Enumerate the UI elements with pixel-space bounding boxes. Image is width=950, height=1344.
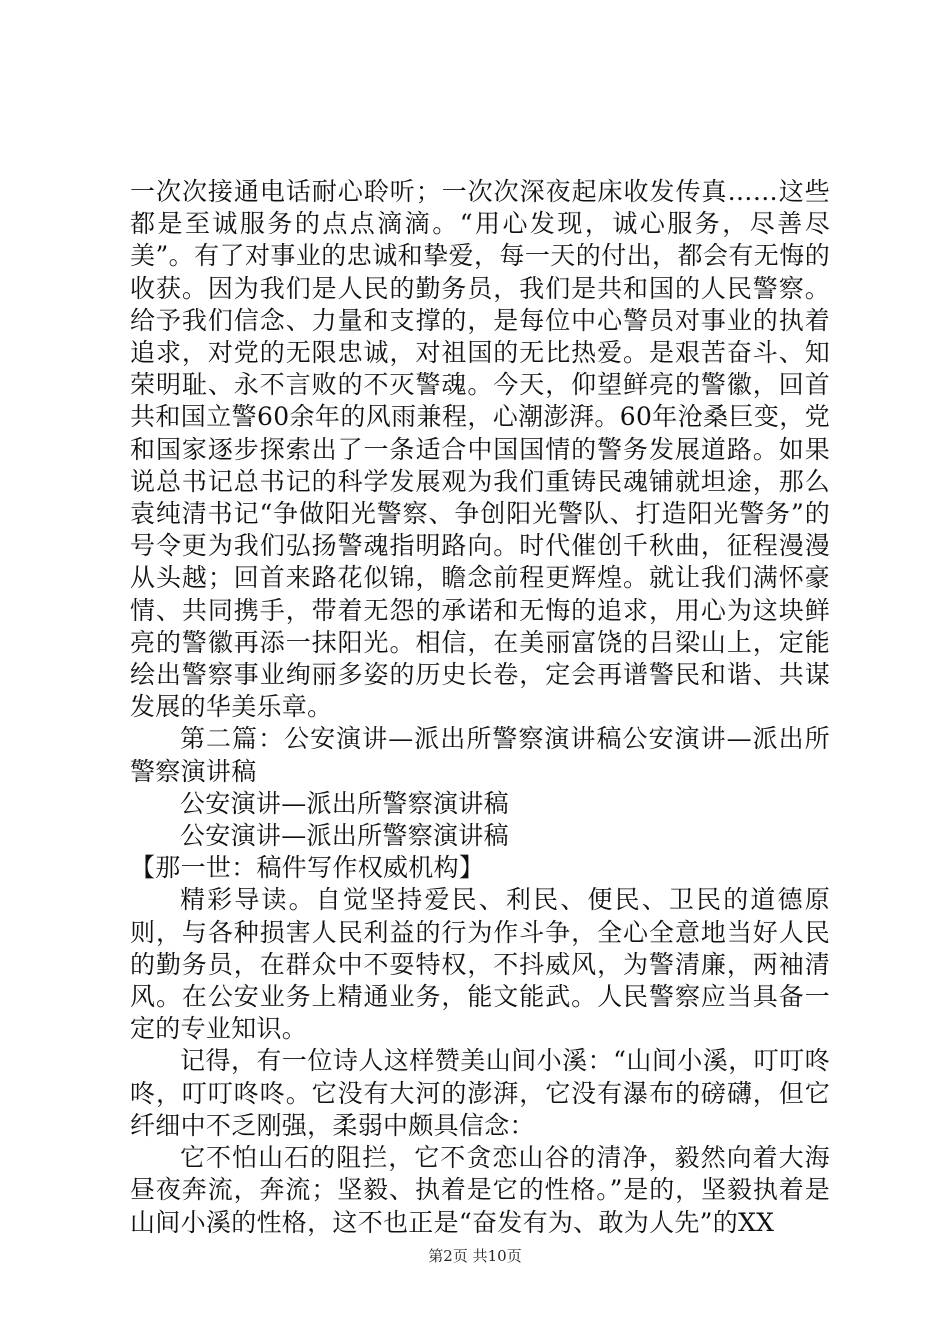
paragraph-7: 记得，有一位诗人这样赞美山间小溪：“山间小溪，叮叮咚咚，叮叮咚咚。它没有大河的澎湃，它没有瀑布的磅礴，但它纤细中不乏刚强，柔弱中颇具信念： (130, 1046, 830, 1140)
paragraph-4-subtitle: 公安演讲—派出所警察演讲稿 (180, 821, 509, 851)
page-number-footer: 第2页 共10页 (428, 1247, 522, 1265)
paragraph-5-source: 【那一世：稿件写作权威机构】 (130, 853, 485, 883)
paragraph-8: 它不怕山石的阻拦，它不贪恋山谷的清净，毅然向着大海昼夜奔流，奔流；坚毅、执着是它的性格。”是的，坚毅执着是山间小溪的性格，这不也正是“奋发有为、敢为人先”的XX (130, 1143, 830, 1237)
document-body (130, 176, 830, 1239)
paragraph-6: 精彩导读。自觉坚持爱民、利民、便民、卫民的道德原则，与各种损害人民利益的行为作斗争，全心全意地当好人民的勤务员，在群众中不耍特权，不抖威风，为警清廉，两袖清风。在公安业务上精通业务，能文能武。人民警察应当具备一定的专业知识。 (130, 885, 830, 1044)
paragraph-1: 一次次接通电话耐心聆听；一次次深夜起床收发传真……这些都是至诚服务的点点滴滴。“用心发现，诚心服务，尽善尽美”。有了对事业的忠诚和挚爱，每一天的付出，都会有无悔的收获。因为我们是人民的勤务员，我们是共和国的人民警察。给予我们信念、力量和支撑的，是每位中心警员对事业的执着追求，对党的无限忠诚，对祖国的无比热爱。是艰苦奋斗、知荣明耻、永不言败的不灭警魂。今天，仰望鲜亮的警徽，回首共和国立警60余年的风雨兼程，心潮澎湃。60年沧桑巨变，党和国家逐步探索出了一条适合中国国情的警务发展道路。如果说总书记总书记的科学发展观为我们重铸民魂铺就坦途，那么袁纯清书记“争做阳光警察、争创阳光警队、打造阳光警务”的号令更为我们弘扬警魂指明路向。时代催创千秋曲，征程漫漫从头越；回首来路花似锦，瞻念前程更辉煌。就让我们满怀豪情、共同携手，带着无怨的承诺和无悔的追求，用心为这块鲜亮的警徽再添一抹阳光。相信，在美丽富饶的吕梁山上，定能绘出警察事业绚丽多姿的历史长卷，定会再谱警民和谐、共谋发展的华美乐章。 (130, 177, 830, 722)
paragraph-2-heading: 第二篇：公安演讲—派出所警察演讲稿公安演讲—派出所警察演讲稿 (130, 724, 830, 786)
paragraph-3-subtitle: 公安演讲—派出所警察演讲稿 (180, 788, 509, 818)
